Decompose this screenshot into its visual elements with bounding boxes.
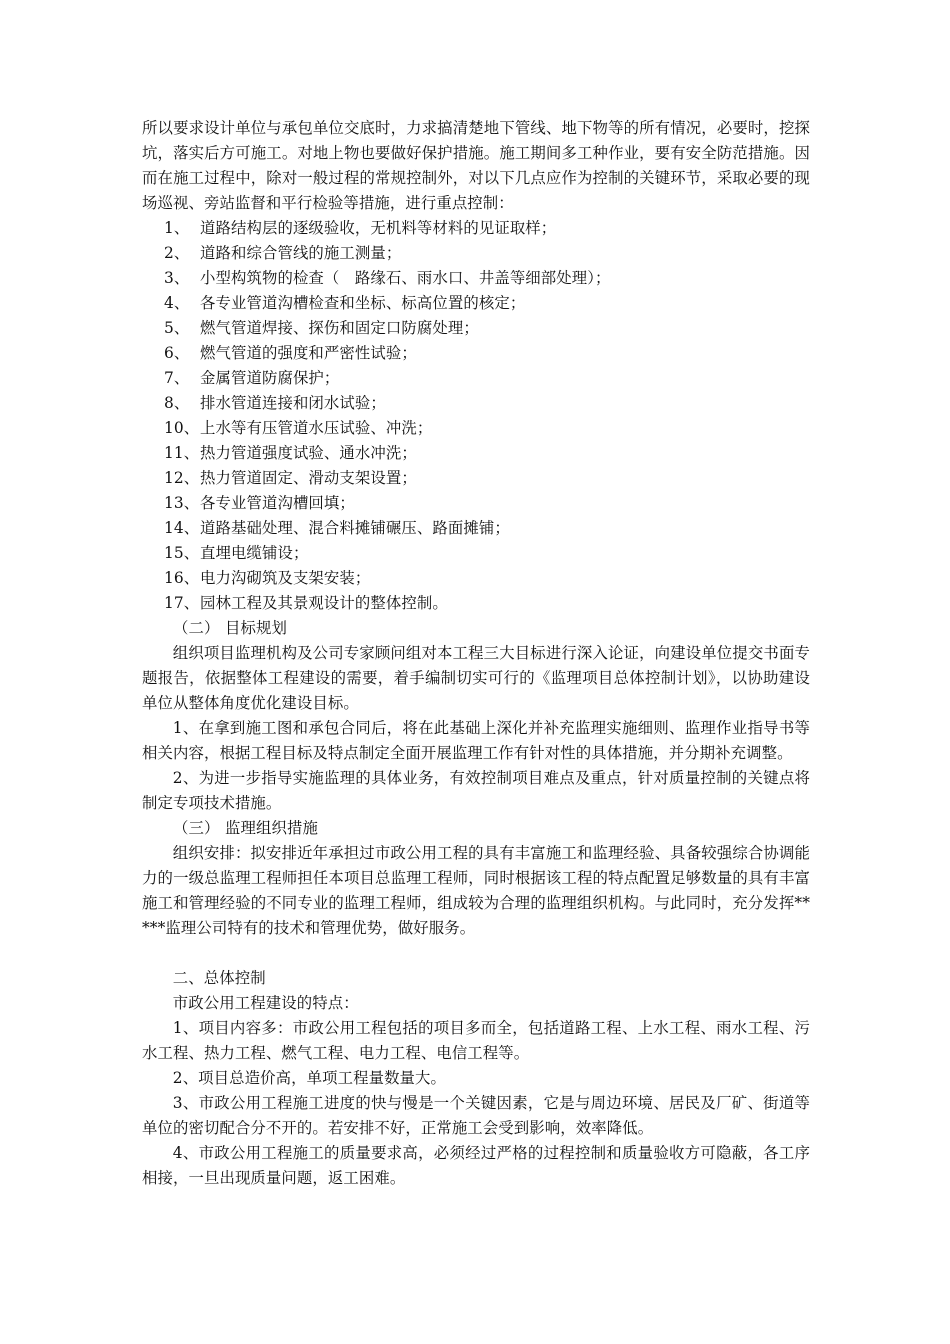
document-body [142, 116, 810, 1191]
list-item-text: 各专业管道沟槽回填； [200, 494, 355, 512]
section-heading-organization [142, 816, 810, 841]
section-title: 目标规划 [225, 619, 287, 637]
list-item-text: 排水管道连接和闭水试验； [200, 394, 386, 412]
list-item [142, 466, 810, 491]
list-item-number: 14、 [164, 519, 200, 537]
intro-paragraph: 所以要求设计单位与承包单位交底时，力求搞清楚地下管线、地下物等的所有情况，必要时，挖探坑，落实后方可施工。对地上物也要做好保护措施。施工期间多工种作业，要有安全防范措施。因而在施工过程中，除对一般过程的常规控制外，对以下几点应作为控制的关键环节，采取必要的现场巡视、旁站监督和平行检验等措施，进行重点控制： [142, 119, 810, 212]
list-item-number: 5、 [164, 319, 190, 337]
control-points-list [142, 216, 810, 616]
goal-planning-paragraph: 组织项目监理机构及公司专家顾问组对本工程三大目标进行深入论证，向建设单位提交书面专题报告，依据整体工程建设的需要，着手编制切实可行的《监理项目总体控制计划》，以协助建设单位从整体角度优化建设目标。 [142, 644, 810, 712]
list-item [142, 366, 810, 391]
list-item-text: 燃气管道的强度和严密性试验； [200, 344, 417, 362]
section-title: 监理组织措施 [225, 819, 318, 837]
list-item [142, 516, 810, 541]
list-item [142, 241, 810, 266]
organization-paragraph: 组织安排：拟安排近年承担过市政公用工程的具有丰富施工和监理经验、具备较强综合协调能力的一级总监理工程师担任本项目总监理工程师，同时根据该工程的特点配置足够数量的具有丰富施工和管理经验的不同专业的监理工程师，组成较为合理的监理组织机构。与此同时，充分发挥*****监理公司特有的技术和管理优势，做好服务。 [142, 844, 810, 937]
list-item [142, 316, 810, 341]
list-item-text: 热力管道固定、滑动支架设置； [200, 469, 417, 487]
section-number: （三） [173, 819, 220, 837]
list-item [142, 491, 810, 516]
feature-item-4: 4、市政公用工程施工的质量要求高，必须经过严格的过程控制和质量验收方可隐蔽，各工序相接，一旦出现质量问题，返工困难。 [142, 1144, 810, 1187]
list-item-number: 4、 [164, 294, 190, 312]
list-item-number: 3、 [164, 269, 190, 287]
list-item-number: 16、 [164, 569, 200, 587]
list-item [142, 441, 810, 466]
list-item [142, 566, 810, 591]
list-item [142, 266, 810, 291]
feature-item-1: 1、项目内容多：市政公用工程包括的项目多而全，包括道路工程、上水工程、雨水工程、污水工程、热力工程、燃气工程、电力工程、电信工程等。 [142, 1019, 810, 1062]
goal-planning-item-1: 1、在拿到施工图和承包合同后，将在此基础上深化并补充监理实施细则、监理作业指导书等相关内容，根据工程目标及特点制定全面开展监理工作有针对性的具体措施，并分期补充调整。 [142, 719, 810, 762]
list-item-number: 11、 [164, 444, 200, 462]
list-item [142, 391, 810, 416]
list-item-number: 12、 [164, 469, 200, 487]
features-subtitle: 市政公用工程建设的特点： [172, 994, 359, 1012]
feature-item-3: 3、市政公用工程施工进度的快与慢是一个关键因素，它是与周边环境、居民及厂矿、街道等单位的密切配合分不开的。若安排不好，正常施工会受到影响，效率降低。 [142, 1094, 810, 1137]
list-item-text: 上水等有压管道水压试验、冲洗； [200, 419, 433, 437]
list-item-text: 小型构筑物的检查（ 路缘石、雨水口、井盖等细部处理）； [200, 269, 611, 287]
goal-planning-item-2: 2、为进一步指导实施监理的具体业务，有效控制项目难点及重点，针对质量控制的关键点将制定专项技术措施。 [142, 769, 810, 812]
list-item-number: 8、 [164, 394, 190, 412]
list-item-number: 15、 [164, 544, 200, 562]
list-item-text: 直埋电缆铺设； [200, 544, 309, 562]
list-item [142, 216, 810, 241]
blank-line [142, 941, 810, 966]
list-item [142, 416, 810, 441]
list-item [142, 591, 810, 616]
list-item-number: 1、 [164, 219, 190, 237]
list-item-number: 10、 [164, 419, 200, 437]
part-heading-overall-control: 二、总体控制 [172, 969, 266, 987]
list-item-text: 道路和综合管线的施工测量； [200, 244, 402, 262]
list-item-text: 各专业管道沟槽检查和坐标、标高位置的核定； [200, 294, 526, 312]
list-item-text: 道路结构层的逐级验收，无机料等材料的见证取样； [200, 219, 557, 237]
list-item-number: 7、 [164, 369, 190, 387]
list-item-text: 道路基础处理、混合料摊铺碾压、路面摊铺； [200, 519, 510, 537]
feature-item-2: 2、项目总造价高，单项工程量数量大。 [172, 1069, 447, 1087]
section-number: （二） [173, 619, 220, 637]
list-item-number: 2、 [164, 244, 190, 262]
list-item-number: 13、 [164, 494, 200, 512]
section-heading-goal-planning [142, 616, 810, 641]
list-item-number: 17、 [164, 594, 200, 612]
list-item [142, 291, 810, 316]
list-item [142, 341, 810, 366]
list-item-text: 热力管道强度试验、通水冲洗； [200, 444, 417, 462]
list-item-text: 园林工程及其景观设计的整体控制。 [200, 594, 448, 612]
list-item-text: 燃气管道焊接、探伤和固定口防腐处理； [200, 319, 479, 337]
list-item-text: 金属管道防腐保护； [200, 369, 340, 387]
list-item-text: 电力沟砌筑及支架安装； [200, 569, 371, 587]
list-item [142, 541, 810, 566]
list-item-number: 6、 [164, 344, 190, 362]
